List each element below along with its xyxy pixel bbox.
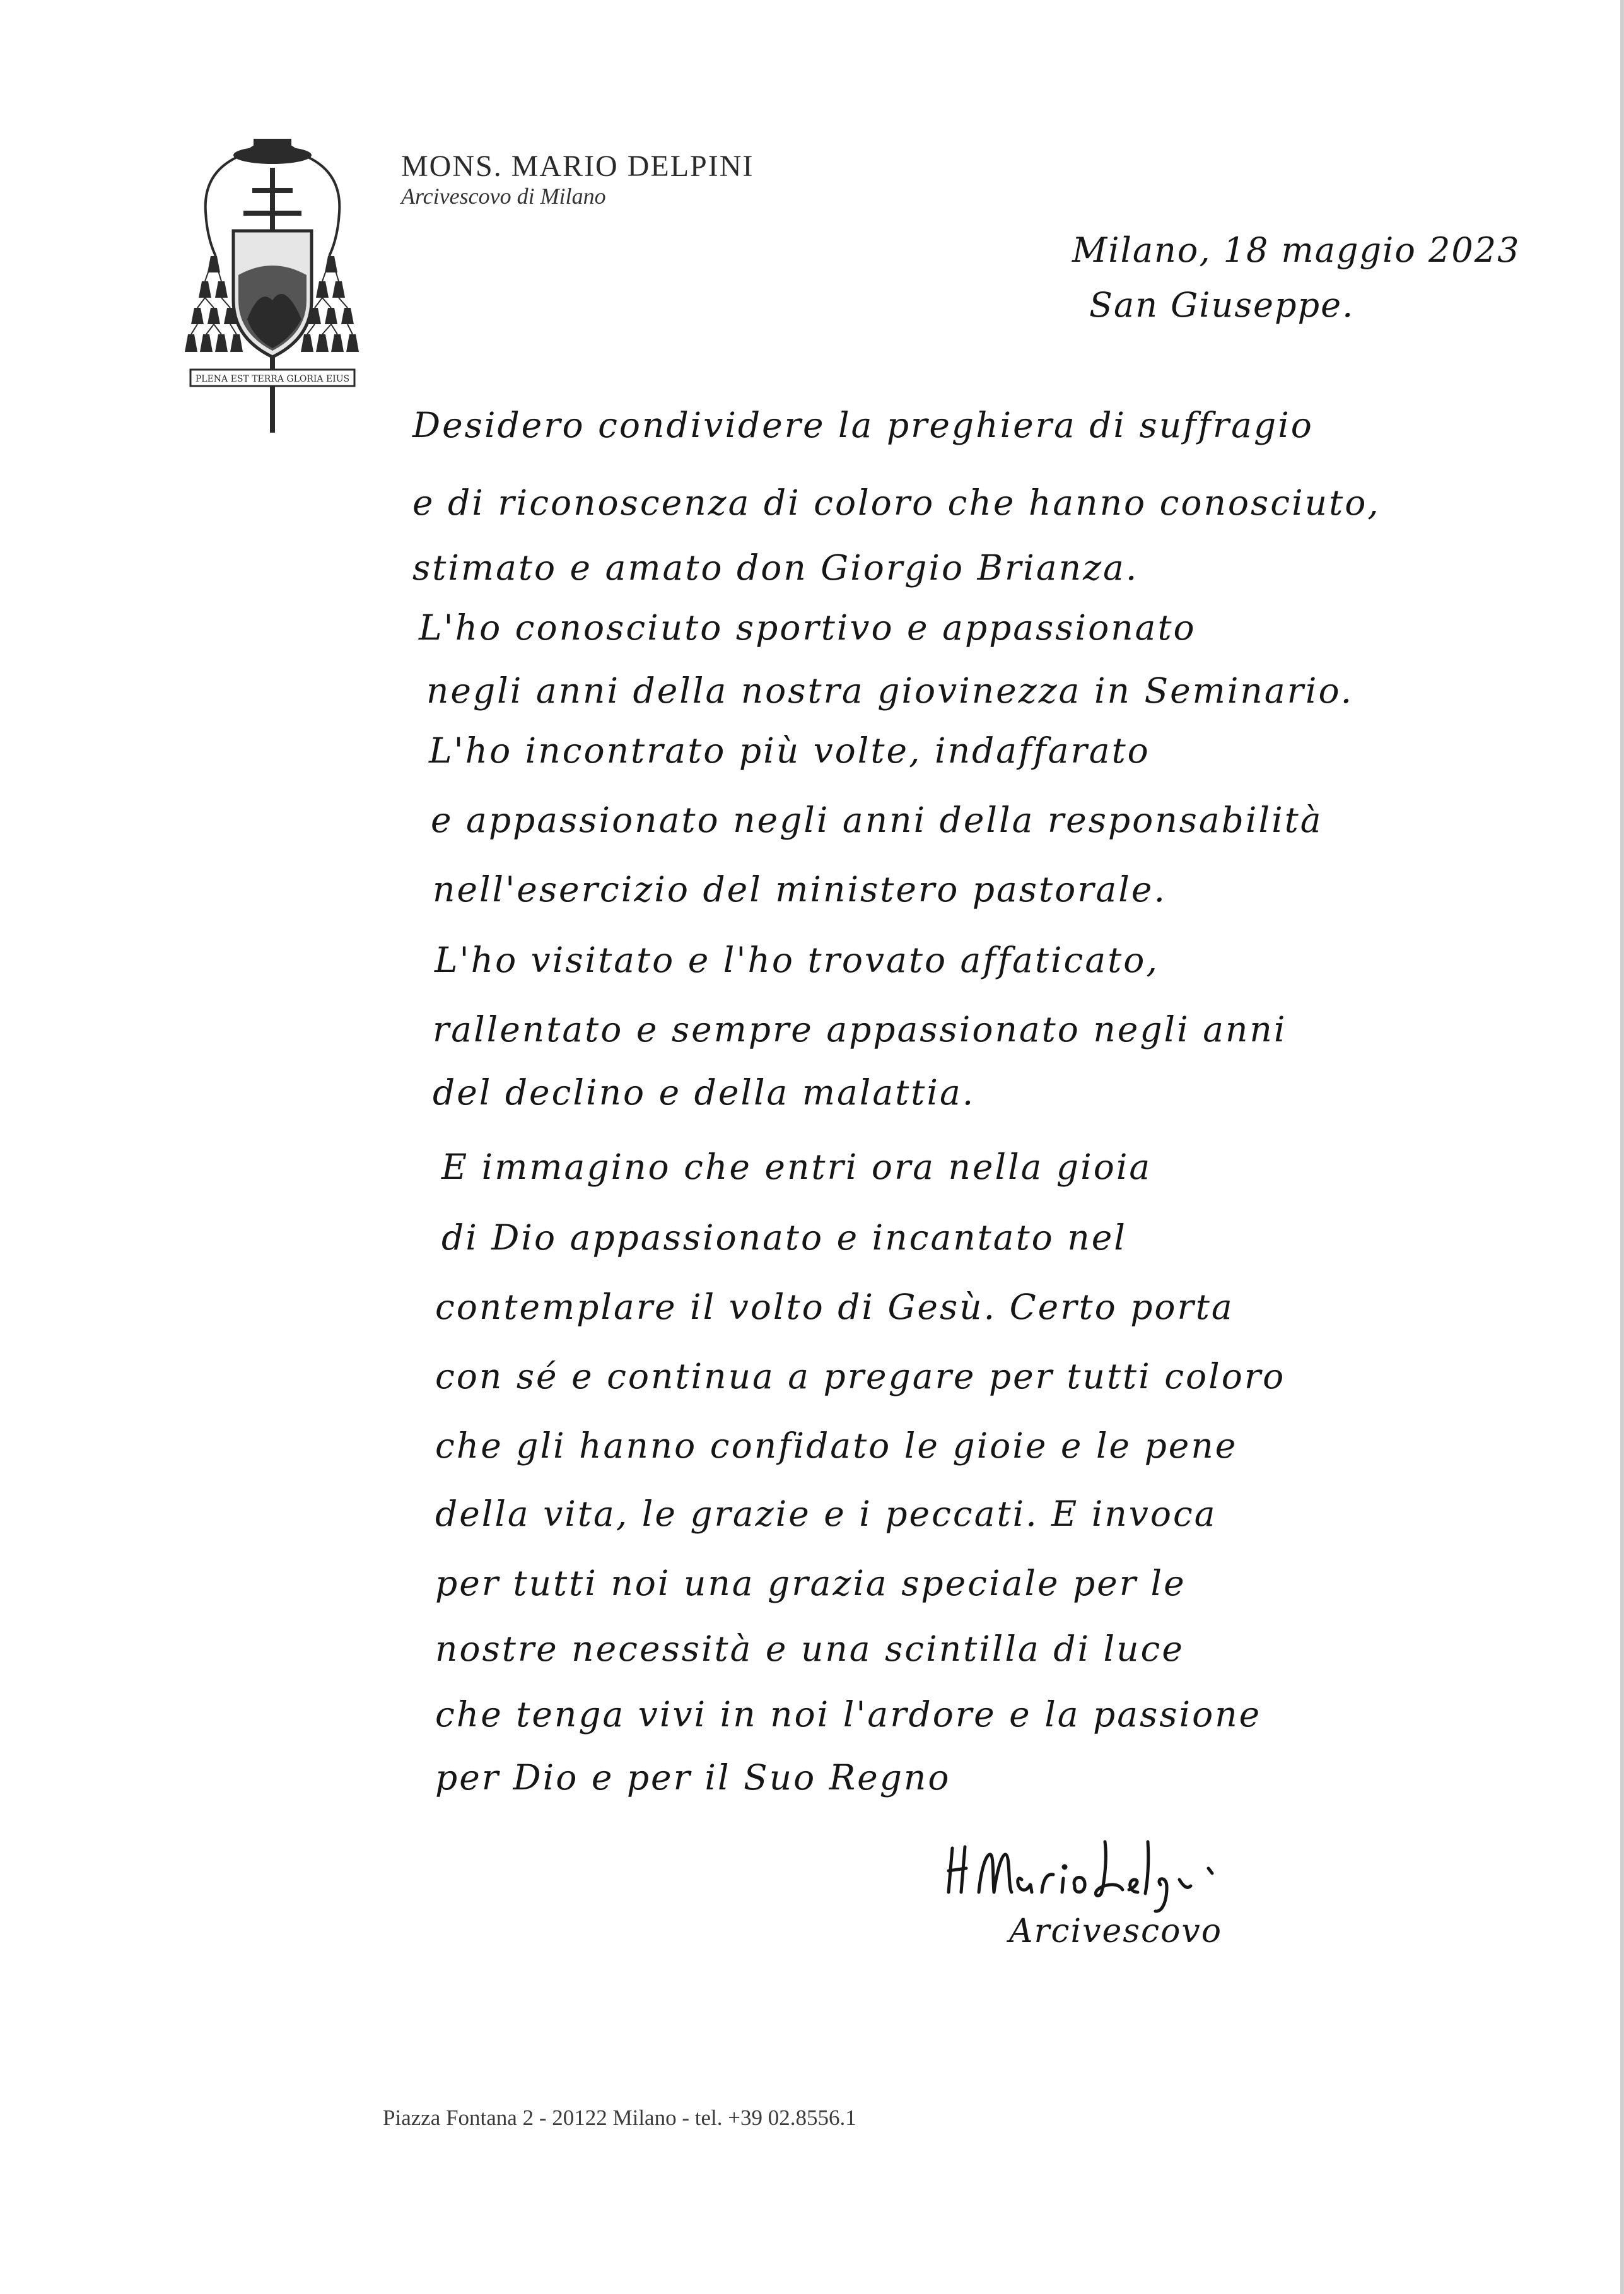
footer-address: Piazza Fontana 2 - 20122 Milano - tel. +39 02.8556.1 [383,2105,856,2130]
letter-line: e appassionato negli anni della responsabilità [431,800,1323,840]
letter-line: L'ho conosciuto sportivo e appassionato [419,607,1196,648]
letter-line: per Dio e per il Suo Regno [435,1757,951,1798]
dateline-feast: San Giuseppe. [1089,285,1355,325]
svg-text:PLENA EST TERRA GLORIA EIUS: PLENA EST TERRA GLORIA EIUS [195,374,350,384]
letter-line: che gli hanno confidato le gioie e le pene [435,1425,1238,1466]
letter-line: L'ho visitato e l'ho trovato affaticato, [435,940,1159,980]
dateline-place-date: Milano, 18 maggio 2023 [1072,230,1521,270]
letter-line: nostre necessità e una scintilla di luce [435,1629,1184,1669]
letter-line: negli anni della nostra giovinezza in Seminario. [426,670,1354,711]
letter-line: che tenga vivi in noi l'ardore e la passione [435,1694,1262,1735]
handwritten-signature-icon [940,1829,1268,1917]
signature-block [940,1829,1268,1993]
letter-line: del declino e della malattia. [433,1072,976,1113]
letter-line: nell'esercizio del ministero pastorale. [433,869,1167,910]
letter-line: e di riconoscenza di coloro che hanno conosciuto, [412,483,1381,523]
letter-line: contemplare il volto di Gesù. Certo porta [435,1287,1234,1327]
coat-of-arms-icon [178,130,367,445]
letter-line: Desidero condividere la preghiera di suffragio [412,405,1314,445]
signature-role: Arcivescovo [1009,1912,1223,1950]
letter-line: della vita, le grazie e i peccati. E invoca [435,1494,1217,1534]
letter-line: per tutti noi una grazia speciale per le [435,1563,1186,1603]
letterhead-title: Arcivescovo di Milano [401,184,606,209]
page-edge [1620,0,1624,2294]
letter-line: E immagino che entri ora nella gioia [441,1147,1152,1187]
letter-line: rallentato e sempre appassionato negli anni [433,1009,1287,1050]
letter-line: L'ho incontrato più volte, indaffarato [429,730,1150,771]
letter-line: con sé e continua a pregare per tutti coloro [435,1356,1286,1396]
letter-line: stimato e amato don Giorgio Brianza. [412,547,1139,588]
letterhead-name: MONS. MARIO DELPINI [401,149,754,183]
letter-line: di Dio appassionato e incantato nel [441,1217,1127,1258]
